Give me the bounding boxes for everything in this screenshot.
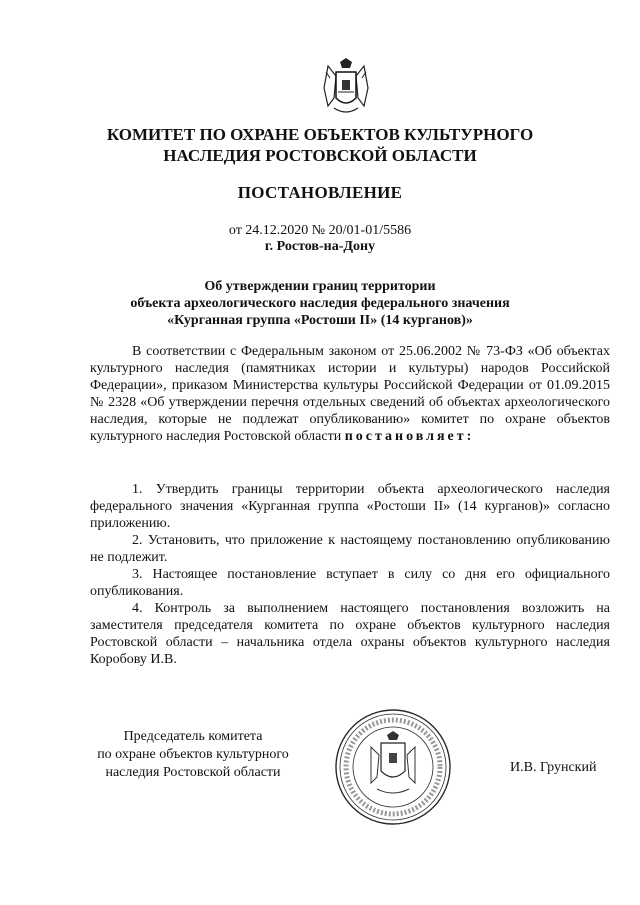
preamble-text: В соответствии с Федеральным законом от 25.06.2002 № 73-ФЗ «Об объектах культурного наследия (памятниках истории и культуры) народов Российской Федерации», приказом Министерства культуры Российской Федерации от 01.09.2015 № 2328 «Об утверждении перечня отдельных сведений об объектах археологического наследия, которые не подлежат опубликованию» комитет по охране объектов культурного наследия Ростовской области [90, 344, 610, 444]
signatory-title-line-2: по охране объектов культурного [97, 747, 289, 762]
decree-item-4: 4. Контроль за выполнением настоящего постановления возложить на заместителя председателя комитета по охране объектов культурного наследия Ростовской области – начальника отдела охраны объектов культурного наследия Коробову И.В. [90, 601, 610, 667]
organization-name [0, 124, 640, 166]
preamble-paragraph [90, 343, 610, 445]
signatory-title-line-1: Председатель комитета [123, 729, 263, 744]
subject-line-2: объекта археологического наследия федерального значения [130, 296, 510, 311]
decree-word: постановляет: [344, 429, 475, 444]
subject-line-3: «Курганная группа «Ростоши II» (14 курганов)» [167, 313, 473, 328]
organization-line-1: КОМИТЕТ ПО ОХРАНЕ ОБЪЕКТОВ КУЛЬТУРНОГО [106, 125, 534, 144]
organization-line-2: НАСЛЕДИЯ РОСТОВСКОЙ ОБЛАСТИ [163, 146, 477, 165]
decree-item-3: 3. Настоящее постановление вступает в силу со дня его официального опубликования. [90, 567, 610, 599]
signatory-title-line-3: наследия Ростовской области [105, 765, 281, 780]
signatory-title [90, 728, 296, 782]
coat-of-arms-icon [316, 58, 376, 118]
decree-items [90, 481, 610, 668]
document-date-number: от 24.12.2020 № 20/01-01/5586 [228, 223, 412, 238]
signatory-name: И.В. Грунский [510, 760, 597, 775]
document-subject [0, 278, 640, 329]
decree-item-1: 1. Утвердить границы территории объекта археологического наследия федерального значения «Курганная группа «Ростоши II» (14 курганов)» согласно приложению. [90, 482, 610, 531]
document-type: ПОСТАНОВЛЕНИЕ [237, 183, 403, 202]
decree-item-2: 2. Установить, что приложение к настоящему постановлению опубликованию не подлежит. [90, 533, 610, 565]
document-city: г. Ростов-на-Дону [264, 239, 376, 254]
official-seal-icon [333, 707, 453, 827]
preamble [90, 343, 610, 445]
subject-line-1: Об утверждении границ территории [204, 279, 436, 294]
